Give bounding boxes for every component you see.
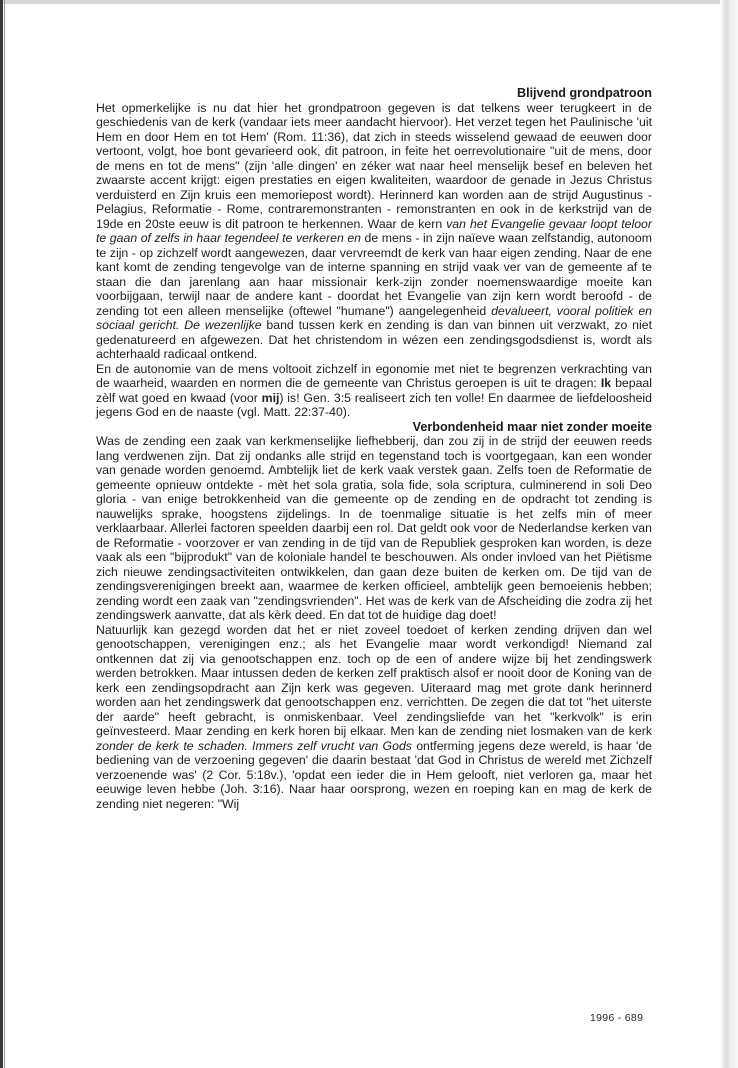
- scan-top-edge: [0, 0, 738, 4]
- scan-left-edge-shadow: [4, 0, 5, 1068]
- page-fold-shadow: [720, 0, 738, 1068]
- page-number: 1996 - 689: [590, 1012, 644, 1024]
- text-column: [96, 86, 652, 811]
- section-heading-grondpatroon: Blijvend grondpatroon: [516, 86, 652, 100]
- section-heading-verbondenheid: Verbondenheid maar niet zonder moeite: [412, 419, 652, 434]
- paragraph-1: Het opmerkelijke is nu dat hier het grondpatroon gegeven is dat telkens weer terugkeert in de geschiedenis van de kerk (vandaar iets meer aandacht hiervoor). Het verzet tegen het Paulinische 'uit Hem en door Hem en tot Hem' (Rom. 11:36), dat zich in steeds wisselend gewaad de eeuwen door vertoont, volgt, hoe bont gevarieerd ook, dit patroon, in feite het oerrevolutionaire "uit de mens, door de mens en tot de mens" (zijn 'alle dingen' en zéker wat naar heel menselijk besef en beleven het zwaarste accent krijgt: eigen prestaties en eigen kwaliteiten, waardoor de genade in Jezus Christus verduisterd en Zijn kruis een memoriepost wordt). Herinnerd kan worden aan de strijd Augustinus - Pelagius, Reformatie - Rome, contraremonstranten - remonstranten en ook in de kerkstrijd van de 19de en 20ste eeuw is dit patroon te herkennen. Waar de kern van het Evangelie gevaar loopt teloor te gaan of zelfs in haar tegendeel te verkeren en de mens - in zijn naïeve waan zelfstandig, autonoom te zijn - op zichzelf wordt aangewezen, daar vervreemdt de kerk van haar eigen zending. Naar de ene kant komt de zending tengevolge van de interne spanning en strijd vaak ver van de gemeente af te staan die dan jarenlang aan haar missionair kerk-zijn zonder noemenswaardige moeite kan voorbijgaan, terwijl naar de andere kant - doordat het Evangelie van zijn kern wordt beroofd - de zending tot een alleen menselijke (oftewel "humane") aangelegenheid devalueert, vooral politiek en sociaal gericht. De wezenlijke band tussen kerk en zending is dan van binnen uit verzwakt, zo niet gedenatureerd en afgewezen. Dat het christendom in wézen een zendingsgodsdienst is, wordt als achterhaald radicaal ontkend.: [96, 100, 653, 361]
- paragraph-2: En de autonomie van de mens voltooit zichzelf in egonomie met niet te begrenzen verkrachting van de waarheid, waarden en normen die de gemeente van Christus geroepen is uit te dragen: Ik bepaal zèlf wat goed en kwaad (voor mij) is! Gen. 3:5 realiseert zich ten volle! En daarmee de liefdeloosheid jegens God en de naaste (vgl. Matt. 22:37-40).: [96, 361, 653, 419]
- paragraph-3: Was de zending een zaak van kerkmenselijke liefhebberij, dan zou zij in de strijd der eeuwen reeds lang verdwenen zijn. Dat zij ondanks alle strijd en tegenstand toch is voortgegaan, kan een wonder van genade worden genoemd. Ambtelijk liet de kerk vaak verstek gaan. Zelfs toen de Reformatie de gemeente opnieuw ontdekte - mèt het sola gratia, sola fide, sola scriptura, culminerend in soli Deo gloria - van enige betrokkenheid van die gemeente op de zending en de opdracht tot zending is nauwelijks sprake, hoogstens zijdelings. In de toenmalige situatie is het zelfs min of meer verklaarbaar. Allerlei factoren speelden daarbij een rol. Dat geldt ook voor de Nederlandse kerken van de Reformatie - voorzover er van zending in de tijd van de Republiek gesproken kan worden, is deze vaak als een "bijprodukt" van de koloniale handel te beschouwen. Als onder invloed van het Piëtisme zich nieuwe zendingsactiviteiten ontwikkelen, dan gaan deze buiten de kerken om. De tijd van de zendingsverenigingen breekt aan, waarmee de kerken officieel, ambtelijk geen bemoeienis hebben; zending wordt een zaak van "zendingsvrienden". Het was de kerk van de Afscheiding die zodra zij het zendingswerk aanvatte, dat als kèrk deed. En dat tot de huidige dag doet!: [96, 434, 652, 622]
- paragraph-4: Natuurlijk kan gezegd worden dat het er niet zoveel toedoet of kerken zending drijven dan wel genootschappen, verenigingen enz.; als het Evangelie maar wordt verkondigd! Niemand zal ontkennen dat zij via genootschappen enz. toch op de een of andere wijze bij het zendingswerk werden betrokken. Maar intussen deden de kerken zelf praktisch alsof er nooit door de Koning van de kerk een zendingsopdracht aan Zijn kerk was gegeven. Uiteraard mag met grote dank herinnerd worden aan het zendingswerk dat genootschappen enz. verrichtten. De zegen die dat tot "het uiterste der aarde" heeft gebracht, is onmiskenbaar. Veel zendingsliefde van het "kerkvolk" is erin geïnvesteerd. Maar zending en kerk horen bij elkaar. Men kan de zending niet losmaken van de kerk zonder de kerk te schaden. Immers zelf vrucht van Gods ontferming jegens deze wereld, is haar 'de bediening van de verzoening gegeven' die daarin bestaat 'dat God in Christus de wereld met Zichzelf verzoenende was' (2 Cor. 5:18v.), 'opdat een ieder die in Hem gelooft, niet verloren ga, maar het eeuwige leven hebbe (Joh. 3:16). Naar haar oorsprong, wezen en roeping kan en mag de kerk de zending niet negeren: "Wij: [96, 622, 652, 811]
- scan-left-edge: [0, 0, 3, 1068]
